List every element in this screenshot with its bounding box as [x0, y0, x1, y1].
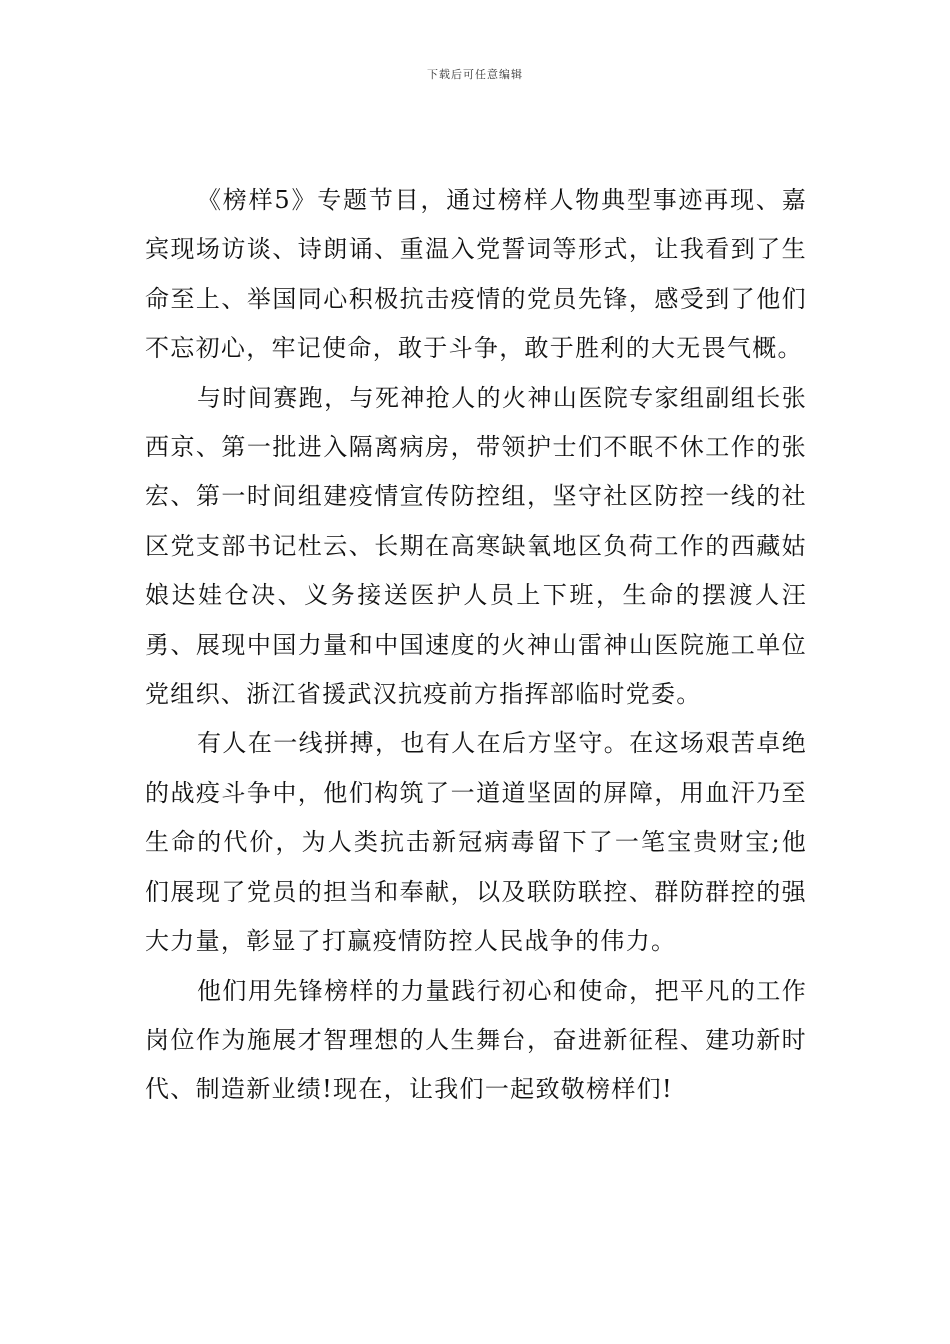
header-note: 下载后可任意编辑: [427, 68, 523, 81]
document-body: [145, 176, 807, 1115]
paragraph-1: 《榜样5》专题节目，通过榜样人物典型事迹再现、嘉宾现场访谈、诗朗诵、重温入党誓词等形式，让我看到了生命至上、举国同心积极抗击疫情的党员先锋，感受到了他们不忘初心，牢记使命，敢于斗争，敢于胜利的大无畏气概。: [145, 186, 807, 363]
paragraph-2: 与时间赛跑，与死神抢人的火神山医院专家组副组长张西京、第一批进入隔离病房，带领护士们不眠不休工作的张宏、第一时间组建疫情宣传防控组，坚守社区防控一线的社区党支部书记杜云、长期在高寒缺氧地区负荷工作的西藏姑娘达娃仓决、义务接送医护人员上下班，生命的摆渡人汪勇、展现中国力量和中国速度的火神山雷神山医院施工单位党组织、浙江省援武汉抗疫前方指挥部临时党委。: [145, 383, 807, 709]
paragraph-3: 有人在一线拼搏，也有人在后方坚守。在这场艰苦卓绝的战疫斗争中，他们构筑了一道道坚固的屏障，用血汗乃至生命的代价，为人类抗击新冠病毒留下了一笔宝贵财宝;他们展现了党员的担当和奉献，以及联防联控、群防群控的强大力量，彰显了打赢疫情防控人民战争的伟力。: [145, 729, 807, 956]
paragraph-4: 他们用先锋榜样的力量践行初心和使命，把平凡的工作岗位作为施展才智理想的人生舞台，奋进新征程、建功新时代、制造新业绩!现在，让我们一起致敬榜样们!: [145, 976, 807, 1104]
